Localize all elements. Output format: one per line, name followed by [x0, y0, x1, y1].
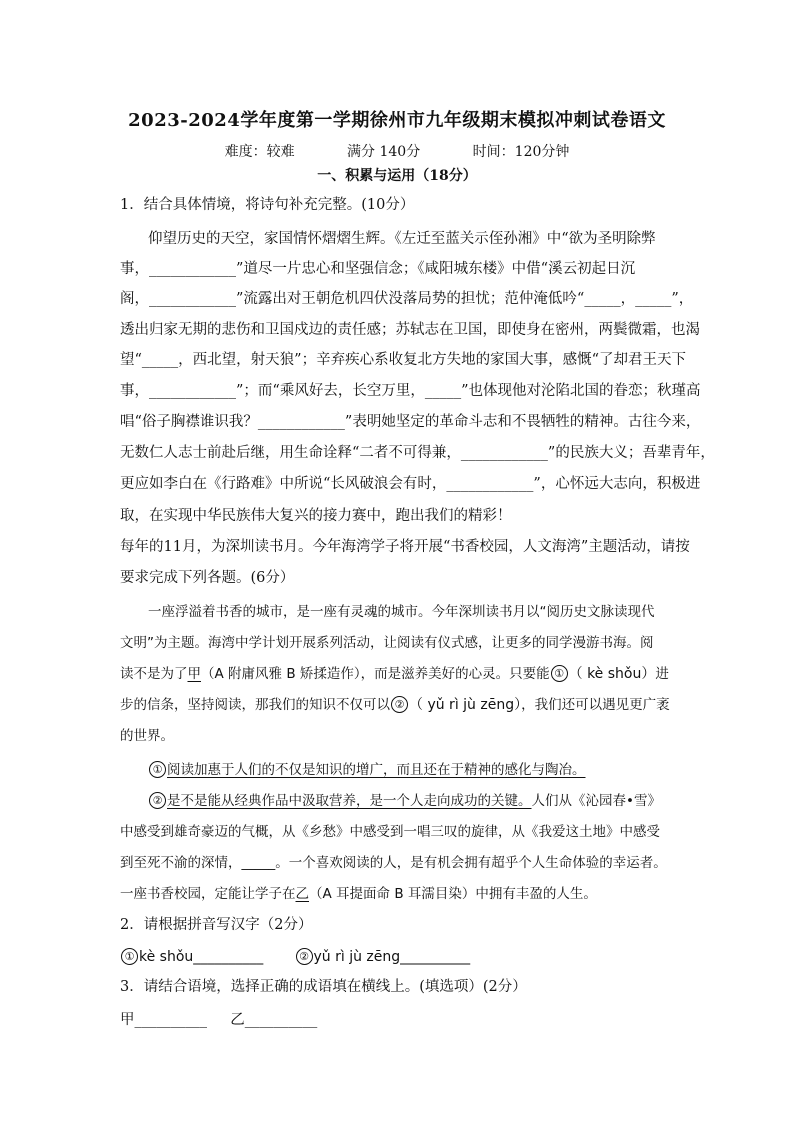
answer-2-blank[interactable]: yǔ rì jù zēng__________ [313, 949, 471, 965]
sentence-1-marker: ① [149, 761, 166, 778]
answer-1-marker: ① [121, 948, 138, 965]
poem-fill-line: 仰望历史的天空，家国情怀熠熠生辉。《左迁至蓝关示侄孙湘》中“欲为圣明除弊 [148, 231, 656, 247]
passage-line: 一座浮溢着书香的城市，是一座有灵魂的城市。今年深圳读书月以“阅历史文脉读现代 [148, 604, 655, 620]
poem-fill-line: 望“_____，西北望，射天狼”；辛弃疾心系收复北方失地的家国大事，感慨“了却君王天下 [120, 352, 686, 368]
sentence-1: ① 阅读加惠于人们的不仅是知识的增广，而且还在于精神的感化与陶冶。 [148, 760, 586, 780]
passage-line: 步的信条，坚持阅读，那我们的知识不仅可以 ② （ yǔ rì jù zēng），我们还可以遇见更广袤 [120, 697, 670, 713]
sentence-2-marker: ② [149, 792, 166, 809]
blank-jia: 甲 [187, 666, 201, 682]
answer-2-marker: ② [296, 948, 313, 965]
poem-fill-line: 透出归家无期的悲伤和卫国戍边的责任感；苏轼志在卫国，即使身在密州，两鬓微霜，也渴 [120, 322, 700, 338]
poem-fill-line: 无数仁人志士前赴后继，用生命诠释“二者不可得兼，____________”的民族大义；吾辈青年， [120, 445, 715, 461]
time-label: 时间：120分钟 [472, 144, 570, 160]
answer-yi-blank[interactable]: 乙__________ [230, 1012, 318, 1028]
marker-1: ① [551, 665, 568, 682]
answer-1-blank[interactable]: kè shǒu__________ [139, 949, 264, 965]
question-3-heading: 3．请结合语境，选择正确的成语填在横线上。(填选项）(2分） [120, 979, 527, 995]
page-title: 2023-2024学年度第一学期徐州市九年级期末模拟冲刺试卷语文 [128, 110, 666, 131]
passage-line: 读不是为了甲（A 附庸风雅 B 矫揉造作），而是滋养美好的心灵。只要能 ① （ kè shǒu）进 [120, 666, 669, 682]
poem-fill-line: 取，在实现中华民族伟大复兴的接力赛中，跑出我们的精彩！ [120, 508, 512, 524]
question-1-heading: 1．结合具体情境，将诗句补充完整。(10分） [120, 197, 415, 213]
marker-2: ② [391, 696, 408, 713]
passage-line: 的世界。 [120, 728, 174, 744]
passage-line: 中感受到雄奇豪迈的气概，从《乡愁》中感受到一唱三叹的旋律，从《我爱这土地》中感受 [120, 824, 660, 840]
difficulty-label: 难度：较难 [224, 144, 295, 160]
exam-meta [0, 141, 794, 161]
intro-line: 要求完成下列各题。(6分） [120, 570, 295, 586]
blank-yi: 乙 [295, 886, 309, 902]
pinyin-2: （ yǔ rì jù zēng） [409, 697, 522, 713]
question-2-heading: 2．请根据拼音写汉字（2分） [120, 917, 313, 933]
question-2-answers [120, 947, 470, 967]
poem-fill-line: 事，____________”；而“乘风好去，长空万里，_____”也体现他对沦陷北国的眷恋；秋瑾高 [120, 383, 701, 399]
answer-jia-blank[interactable]: 甲__________ [120, 1012, 207, 1028]
section-heading: 一、积累与运用（18分） [317, 168, 477, 184]
full-score-label: 满分 140分 [347, 144, 421, 160]
poem-fill-line: 唱“俗子胸襟谁识我？____________”表明她坚定的革命斗志和不畏牺牲的精神。古往今来， [120, 414, 701, 430]
intro-line: 每年的11月，为深圳读书月。今年海湾学子将开展“书香校园，人文海湾”主题活动，请按 [120, 539, 690, 555]
poem-fill-line: 更应如李白在《行路难》中所说“长风破浪会有时，____________”，心怀远大志向，积极进 [120, 476, 701, 492]
passage-line: 文明”为主题。海湾中学计划开展系列活动，让阅读有仪式感，让更多的同学漫游书海。阅 [120, 635, 654, 651]
poem-fill-line: 事，____________”道尽一片忠心和坚强信念；《咸阳城东楼》中借“溪云初起日沉 [120, 261, 636, 277]
pinyin-1: （ kè shǒu） [568, 666, 656, 682]
passage-line: 一座书香校园，定能让学子在乙（A 耳提面命 B 耳濡目染）中拥有丰盈的人生。 [120, 886, 597, 902]
question-3-answers [120, 1010, 317, 1030]
poem-fill-line: 阁，____________”流露出对王朝危机四伏没落局势的担忧；范仲淹低吟“_____，_____”， [120, 291, 694, 307]
passage-line: 到至死不渝的深情，_____。一个喜欢阅读的人，是有机会拥有超乎个人生命体验的幸运者。 [120, 855, 667, 871]
sentence-2: ② 是不是能从经典作品中汲取营养，是一个人走向成功的关键。人们从《沁园春•雪》 [148, 791, 661, 811]
